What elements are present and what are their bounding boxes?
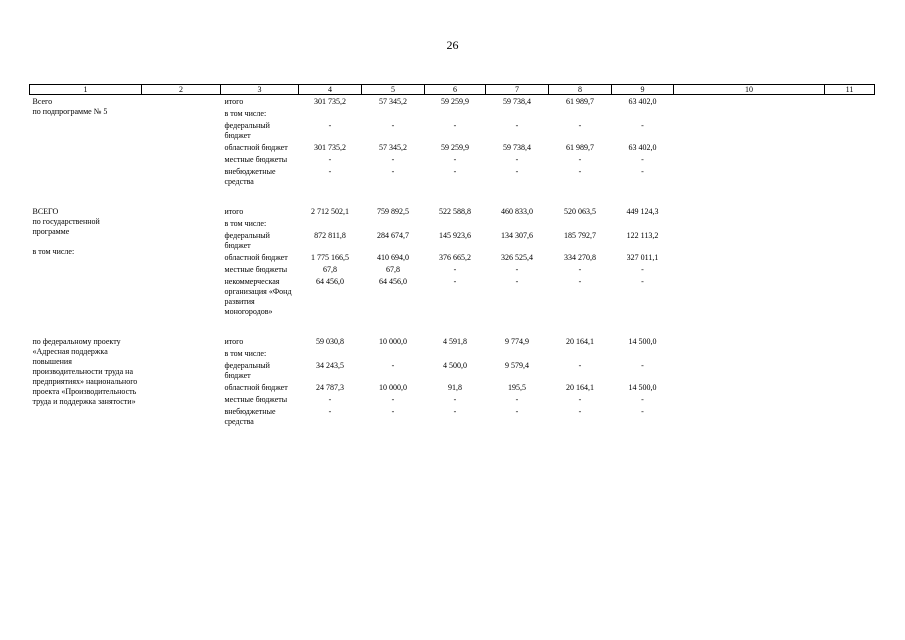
value-cell: 145 923,6 <box>439 231 471 240</box>
value-cell: 57 345,2 <box>379 97 407 106</box>
funding-source-label: внебюджетные средства <box>224 407 276 426</box>
column-number: 10 <box>674 85 825 95</box>
value-cell: - <box>453 407 457 416</box>
funding-source-label: внебюджетные средства <box>224 167 276 186</box>
value-cell: 63 402,0 <box>628 97 657 106</box>
empty-cell <box>825 263 875 275</box>
empty-cell <box>825 251 875 263</box>
value-cell: 134 307,6 <box>501 231 533 240</box>
value-cell: 522 588,8 <box>439 207 471 216</box>
value-cell: 64 456,0 <box>316 277 344 286</box>
value-cell: - <box>453 167 457 176</box>
value-cell: 327 011,1 <box>626 253 659 262</box>
empty-cell <box>674 347 825 359</box>
value-cell <box>486 217 549 229</box>
value-cell: 449 124,3 <box>626 207 659 216</box>
value-cell: 63 402,0 <box>628 143 657 152</box>
empty-cell <box>674 393 825 405</box>
value-cell: 59 738,4 <box>503 143 531 152</box>
page-number: 26 <box>446 38 459 52</box>
value-cell: 9 579,4 <box>505 361 529 370</box>
funding-source-label: в том числе: <box>224 109 267 118</box>
value-cell <box>299 107 362 119</box>
value-cell: 59 738,4 <box>503 97 531 106</box>
funding-source-label: областной бюджет <box>224 383 288 392</box>
funding-source-label: итого <box>224 97 244 106</box>
funding-source-label: в том числе: <box>224 219 267 228</box>
empty-cell <box>825 393 875 405</box>
group-title-line: по федеральному проекту «Адресная поддержка повышения производительности труда на предприятиях» национального проекта «Производительность труда и поддержка занятости» <box>32 337 138 406</box>
value-cell: 376 665,2 <box>439 253 471 262</box>
empty-cell <box>674 153 825 165</box>
value-cell: 20 164,1 <box>566 383 594 392</box>
value-cell: 61 989,7 <box>566 97 594 106</box>
value-cell: 67,8 <box>323 265 337 274</box>
empty-cell <box>674 119 825 141</box>
group-title <box>30 205 142 317</box>
value-cell: - <box>328 167 332 176</box>
funding-source-label: федеральный бюджет <box>224 121 270 140</box>
value-cell: - <box>578 361 582 370</box>
value-cell <box>299 347 362 359</box>
value-cell: 334 270,8 <box>564 253 596 262</box>
value-cell: 301 735,2 <box>314 97 346 106</box>
value-cell: 10 000,0 <box>379 337 407 346</box>
empty-cell <box>142 205 221 317</box>
value-cell: - <box>328 155 332 164</box>
value-cell: 1 775 166,5 <box>311 253 349 262</box>
column-number: 6 <box>425 85 486 95</box>
group-title-line: по государственной программе <box>32 217 100 236</box>
value-cell: - <box>515 265 519 274</box>
empty-cell <box>825 153 875 165</box>
empty-cell <box>142 95 221 188</box>
value-cell: - <box>453 277 457 286</box>
group-title-line: Всего <box>32 97 53 106</box>
empty-cell <box>825 95 875 108</box>
empty-cell <box>825 405 875 427</box>
funding-source-label: местные бюджеты <box>224 265 288 274</box>
funding-source-label: местные бюджеты <box>224 155 288 164</box>
value-cell: - <box>641 167 644 176</box>
empty-cell <box>825 359 875 381</box>
empty-cell <box>142 335 221 427</box>
value-cell: - <box>328 407 332 416</box>
value-cell: - <box>328 121 332 130</box>
group-title <box>30 335 142 427</box>
value-cell: 91,8 <box>448 383 462 392</box>
value-cell: 520 063,5 <box>564 207 596 216</box>
funding-source-label: некоммерческая организация «Фонд развития моногородов» <box>224 277 292 316</box>
empty-cell <box>825 217 875 229</box>
column-number: 7 <box>486 85 549 95</box>
value-cell: 59 030,8 <box>316 337 344 346</box>
funding-source-label: федеральный бюджет <box>224 231 270 250</box>
value-cell: 34 243,5 <box>316 361 344 370</box>
value-cell: - <box>578 277 582 286</box>
value-cell: - <box>578 407 582 416</box>
value-cell: - <box>391 361 395 370</box>
value-cell: - <box>641 265 644 274</box>
value-cell: 9 774,9 <box>505 337 529 346</box>
empty-cell <box>674 95 825 108</box>
value-cell <box>549 107 612 119</box>
value-cell: - <box>453 155 457 164</box>
column-number: 9 <box>612 85 674 95</box>
value-cell <box>549 217 612 229</box>
value-cell: 4 500,0 <box>443 361 467 370</box>
column-number: 1 <box>30 85 142 95</box>
value-cell: 872 811,8 <box>314 231 346 240</box>
value-cell <box>299 217 362 229</box>
table-row <box>30 205 875 217</box>
value-cell: - <box>328 395 332 404</box>
value-cell: 10 000,0 <box>379 383 407 392</box>
empty-cell <box>825 275 875 317</box>
value-cell <box>362 217 425 229</box>
value-cell <box>362 107 425 119</box>
column-number: 2 <box>142 85 221 95</box>
value-cell: - <box>641 395 644 404</box>
group-spacer <box>30 317 875 335</box>
value-cell: - <box>578 167 582 176</box>
empty-cell <box>674 217 825 229</box>
empty-cell <box>674 263 825 275</box>
value-cell: - <box>391 167 395 176</box>
value-cell: - <box>641 121 644 130</box>
value-cell: - <box>578 121 582 130</box>
value-cell: 59 259,9 <box>441 97 469 106</box>
funding-source-label: в том числе: <box>224 349 267 358</box>
group-title-line: ВСЕГО <box>32 207 59 216</box>
group-title <box>30 95 142 188</box>
group-title-line: по подпрограмме № 5 <box>32 107 108 116</box>
empty-cell <box>825 205 875 217</box>
group-spacer <box>30 187 875 205</box>
value-cell: 122 113,2 <box>626 231 659 240</box>
value-cell: 59 259,9 <box>441 143 469 152</box>
value-cell <box>425 107 486 119</box>
value-cell: - <box>453 395 457 404</box>
funding-source-label: областной бюджет <box>224 253 288 262</box>
value-cell: 64 456,0 <box>379 277 407 286</box>
value-cell <box>362 347 425 359</box>
value-cell: 4 591,8 <box>443 337 467 346</box>
group-title-line: в том числе: <box>32 247 75 256</box>
column-number: 4 <box>299 85 362 95</box>
value-cell: 57 345,2 <box>379 143 407 152</box>
spacer-cell <box>30 187 875 205</box>
value-cell: 24 787,3 <box>316 383 344 392</box>
empty-cell <box>825 335 875 347</box>
funding-source-label: областной бюджет <box>224 143 288 152</box>
value-cell: - <box>453 265 457 274</box>
empty-cell <box>674 335 825 347</box>
value-cell: - <box>515 407 519 416</box>
value-cell: - <box>391 155 395 164</box>
value-cell: 410 694,0 <box>377 253 409 262</box>
value-cell: 2 712 502,1 <box>311 207 349 216</box>
funding-source-label: итого <box>224 207 244 216</box>
column-number-row <box>30 85 875 95</box>
value-cell: 61 989,7 <box>566 143 594 152</box>
column-number: 11 <box>825 85 875 95</box>
group-title-line <box>33 237 139 247</box>
empty-cell <box>674 405 825 427</box>
table-row <box>30 95 875 108</box>
value-cell <box>425 347 486 359</box>
value-cell: 14 500,0 <box>628 337 657 346</box>
value-cell: 67,8 <box>386 265 400 274</box>
value-cell: - <box>515 395 519 404</box>
value-cell <box>549 347 612 359</box>
value-cell: 185 792,7 <box>564 231 596 240</box>
budget-table <box>29 84 875 427</box>
value-cell <box>486 107 549 119</box>
empty-cell <box>674 205 825 217</box>
value-cell: 460 833,0 <box>501 207 533 216</box>
value-cell: - <box>641 155 644 164</box>
empty-cell <box>674 141 825 153</box>
empty-cell <box>674 381 825 393</box>
empty-cell <box>825 107 875 119</box>
value-cell: - <box>515 121 519 130</box>
table-row <box>30 335 875 347</box>
empty-cell <box>674 359 825 381</box>
empty-cell <box>825 347 875 359</box>
value-cell: - <box>391 121 395 130</box>
value-cell: 195,5 <box>508 383 526 392</box>
spacer-cell <box>30 317 875 335</box>
value-cell: - <box>641 277 644 286</box>
value-cell: - <box>641 361 644 370</box>
empty-cell <box>825 229 875 251</box>
empty-cell <box>825 165 875 187</box>
value-cell: - <box>641 407 644 416</box>
value-cell <box>612 107 674 119</box>
value-cell <box>425 217 486 229</box>
value-cell: 284 674,7 <box>377 231 409 240</box>
empty-cell <box>674 275 825 317</box>
value-cell: - <box>515 277 519 286</box>
value-cell: - <box>391 395 395 404</box>
value-cell <box>612 347 674 359</box>
funding-source-label: итого <box>224 337 244 346</box>
column-number: 3 <box>221 85 299 95</box>
empty-cell <box>825 381 875 393</box>
value-cell: - <box>453 121 457 130</box>
value-cell: - <box>578 155 582 164</box>
value-cell: - <box>391 407 395 416</box>
empty-cell <box>674 229 825 251</box>
value-cell: 301 735,2 <box>314 143 346 152</box>
value-cell <box>612 217 674 229</box>
empty-cell <box>674 251 825 263</box>
value-cell: - <box>515 155 519 164</box>
funding-source-label: местные бюджеты <box>224 395 288 404</box>
empty-cell <box>674 107 825 119</box>
column-number: 8 <box>549 85 612 95</box>
empty-cell <box>674 165 825 187</box>
value-cell: 20 164,1 <box>566 337 594 346</box>
empty-cell <box>825 141 875 153</box>
value-cell <box>486 347 549 359</box>
value-cell: - <box>578 265 582 274</box>
column-number: 5 <box>362 85 425 95</box>
funding-source-label: федеральный бюджет <box>224 361 270 380</box>
value-cell: 326 525,4 <box>501 253 533 262</box>
empty-cell <box>825 119 875 141</box>
value-cell: 14 500,0 <box>628 383 657 392</box>
value-cell: - <box>578 395 582 404</box>
value-cell: 759 892,5 <box>377 207 409 216</box>
value-cell: - <box>515 167 519 176</box>
